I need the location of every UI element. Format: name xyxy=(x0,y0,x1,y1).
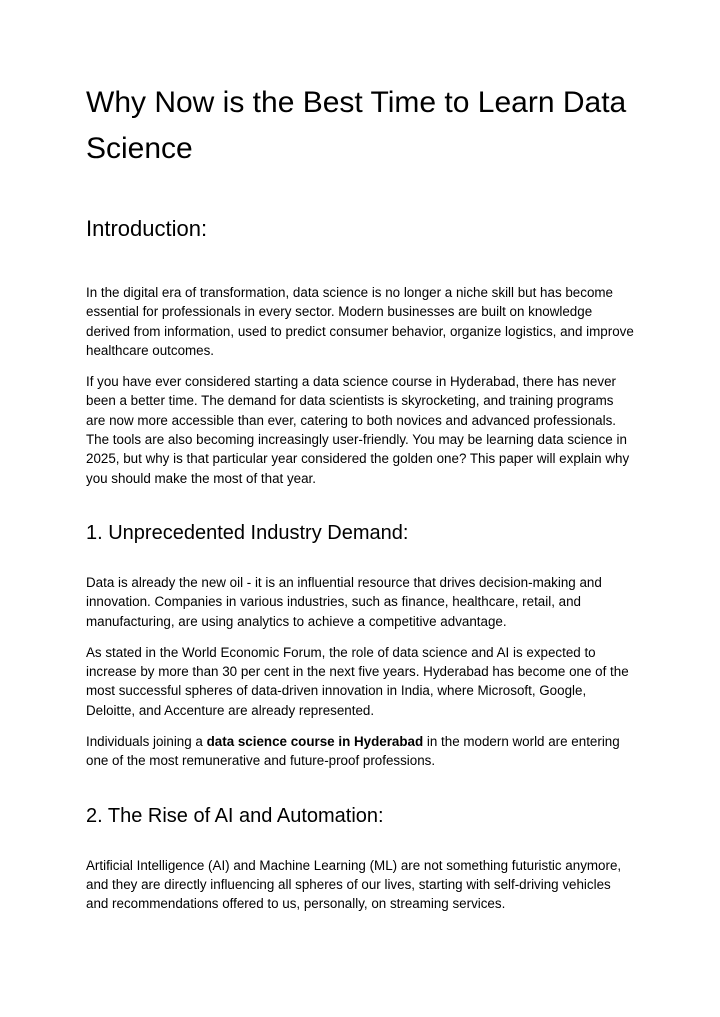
heading-introduction: Introduction: xyxy=(86,216,208,241)
paragraph-intro-2: If you have ever considered starting a data science course in Hyderabad, there has never been a better time. The demand for data scientists is skyrocketing, and training programs are now more accessible than ever, catering to both novices and advanced professionals. The tools are also becoming increasingly user-friendly. You may be learning data science in 2025, but why is that particular year considered the golden one? This paper will explain why you should make the most of that year. xyxy=(86,374,630,486)
paragraph-ai-1: Artificial Intelligence (AI) and Machine Learning (ML) are not something futuristic anymore, and they are directly influencing all spheres of our lives, starting with self-driving vehicles and recommendations offered to us, personally, on streaming services. xyxy=(86,857,622,912)
paragraph-demand-3-before: Individuals joining a xyxy=(86,734,207,750)
bold-keyword-course-hyderabad: data science course in Hyderabad xyxy=(206,734,424,750)
paragraph-demand-3 xyxy=(86,732,634,771)
document-title: Why Now is the Best Time to Learn Data Science xyxy=(86,86,627,165)
paragraph-demand-1: Data is already the new oil - it is an influential resource that drives decision-making and innovation. Companies in various industries, such as finance, healthcare, retail, and manufacturing, are using analytics to achieve a competitive advantage. xyxy=(86,574,602,629)
heading-ai-automation: 2. The Rise of AI and Automation: xyxy=(86,804,384,827)
heading-industry-demand: 1. Unprecedented Industry Demand: xyxy=(86,521,409,544)
paragraph-demand-3-after: in the modern world are entering one of the most remunerative and future-proof professions. xyxy=(86,734,620,769)
paragraph-intro-1: In the digital era of transformation, data science is no longer a niche skill but has become essential for professionals in every sector. Modern businesses are built on knowledge derived from information, used to predict consumer behavior, organize logistics, and improve healthcare outcomes. xyxy=(86,285,634,358)
paragraph-demand-2: As stated in the World Economic Forum, the role of data science and AI is expected to increase by more than 30 per cent in the next five years. Hyderabad has become one of the most successful spheres of data-driven innovation in India, where Microsoft, Google, Deloitte, and Accenture are already represented. xyxy=(86,644,629,718)
